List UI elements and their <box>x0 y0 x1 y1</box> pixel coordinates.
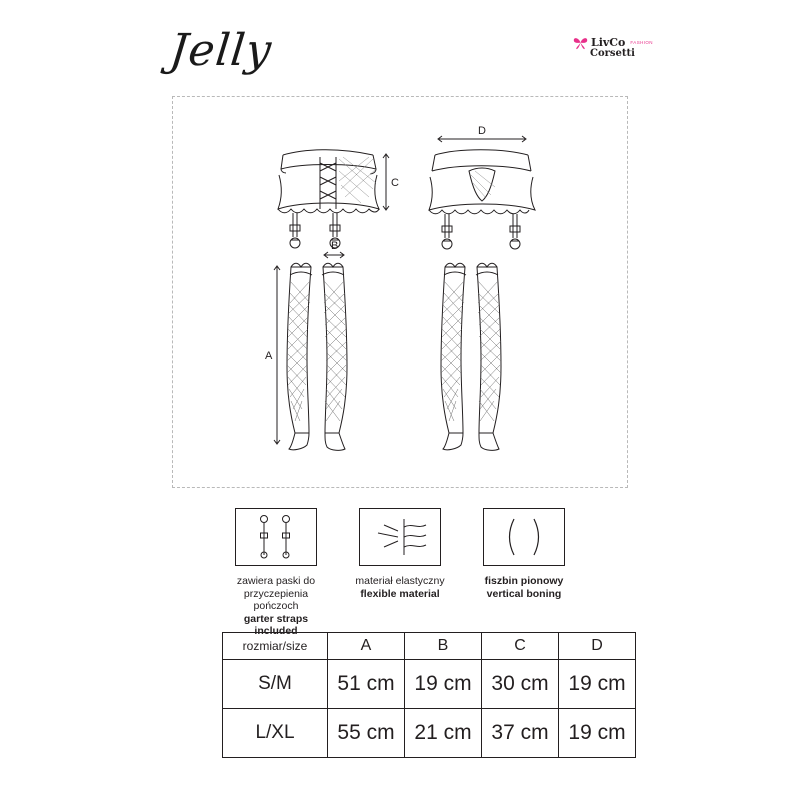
cell-size: L/XL <box>223 709 328 758</box>
table-header-size: rozmiar/size <box>223 633 328 660</box>
table-header-d: D <box>559 633 636 660</box>
table-row <box>223 709 636 758</box>
table-row <box>223 660 636 709</box>
label-a: A <box>265 350 273 362</box>
brand-logo <box>573 30 653 64</box>
feature-icons <box>228 508 576 637</box>
cell-d: 19 cm <box>559 660 636 709</box>
butterfly-icon <box>573 35 588 50</box>
label-b: B <box>331 240 339 252</box>
feature-garter-straps <box>228 508 324 638</box>
cell-c: 30 cm <box>482 660 559 709</box>
vertical-boning-icon <box>483 508 565 566</box>
label-d: D <box>478 125 486 137</box>
garter-belt-front <box>278 150 379 248</box>
garter-belt-back <box>429 150 535 249</box>
cell-b: 21 cm <box>405 709 482 758</box>
elastic-material-icon <box>359 508 441 566</box>
dimension-c <box>383 154 389 210</box>
table-header-c: C <box>482 633 559 660</box>
feature-caption: zawiera paski do przyczepienia pończoch garter straps included <box>236 575 316 637</box>
cell-b: 19 cm <box>405 660 482 709</box>
cell-size: S/M <box>223 660 328 709</box>
table-header-row <box>223 633 636 660</box>
logo-text-tiny: FASHION <box>630 40 653 45</box>
dimension-b <box>324 252 344 258</box>
cell-a: 51 cm <box>328 660 405 709</box>
logo-text-sub: Corsetti <box>590 48 635 59</box>
table-header-a: A <box>328 633 405 660</box>
cell-a: 55 cm <box>328 709 405 758</box>
garter-straps-icon <box>235 508 317 566</box>
feature-caption: materiał elastyczny flexible material <box>355 575 445 600</box>
stockings-back <box>441 263 501 450</box>
logo-text-main: LivCo <box>591 36 626 49</box>
size-table <box>222 632 636 758</box>
label-c: C <box>391 177 399 189</box>
brand-name: Jelly <box>167 25 275 76</box>
garment-technical-drawing <box>173 97 627 487</box>
stockings-front <box>287 263 347 450</box>
dimension-a <box>274 266 280 444</box>
cell-d: 19 cm <box>559 709 636 758</box>
illustration-frame <box>172 96 628 488</box>
cell-c: 37 cm <box>482 709 559 758</box>
page-title <box>167 22 350 82</box>
feature-vertical-boning <box>476 508 572 600</box>
feature-flexible-material <box>352 508 448 600</box>
table-header-b: B <box>405 633 482 660</box>
feature-caption: fiszbin pionowy vertical boning <box>484 575 564 600</box>
